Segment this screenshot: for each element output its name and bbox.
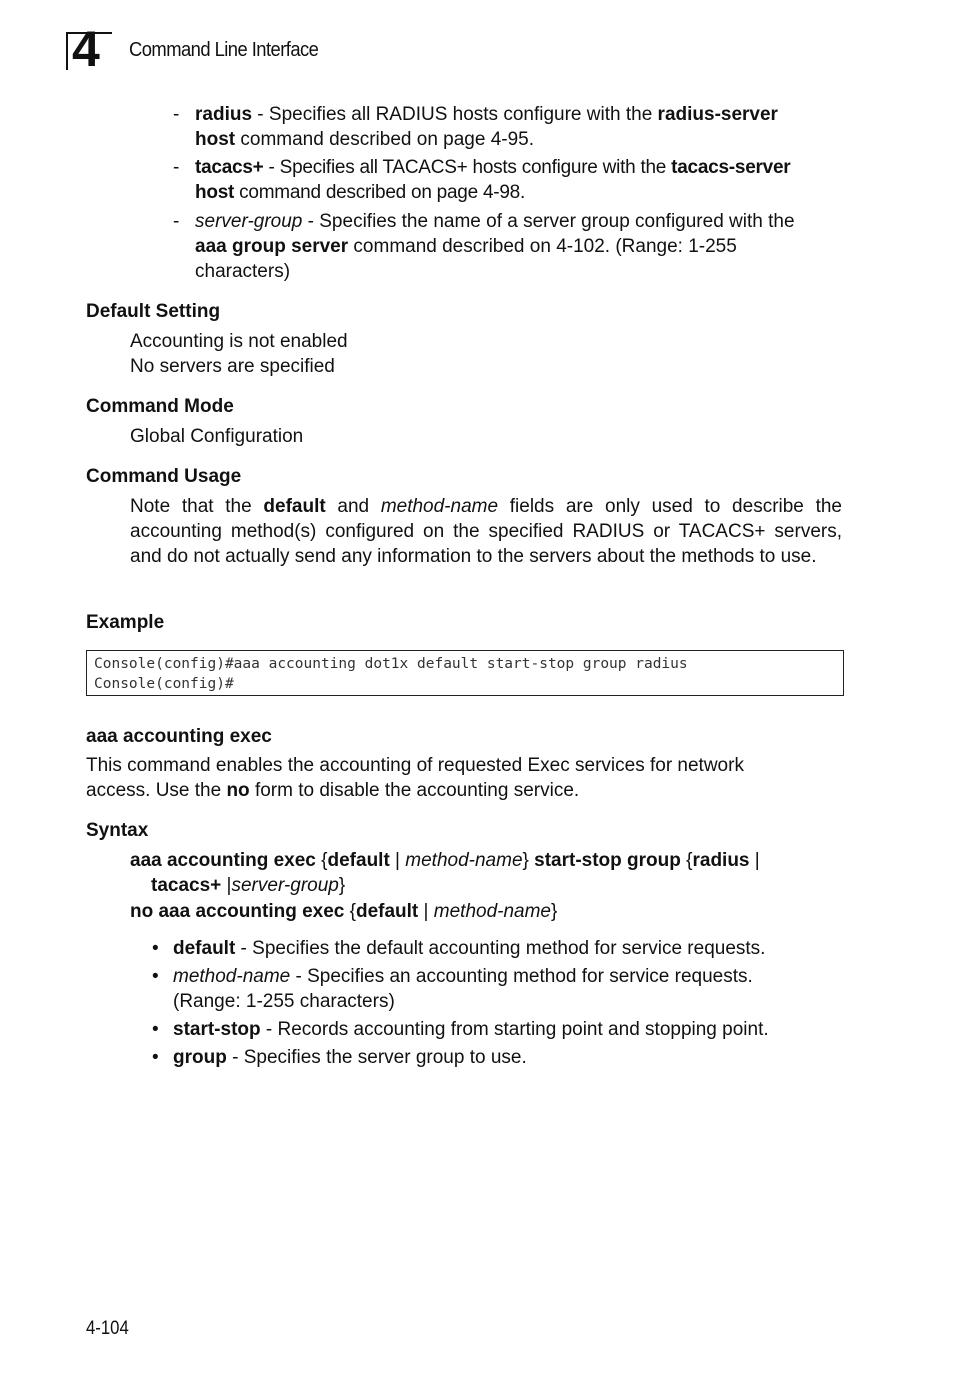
bullet-marker: •	[152, 966, 159, 987]
bullet-item-method-name: method-name - Specifies an accounting method for service requests. (Range: 1-255 characters)	[173, 966, 753, 1012]
list-item-radius: radius - Specifies all RADIUS hosts configure with the radius-server host command described on page 4-95.	[195, 104, 778, 150]
code-line: Console(config)#aaa accounting dot1x default start-stop group radius	[94, 656, 688, 672]
syntax-line-continued: tacacs+ |server-group}	[151, 875, 346, 896]
command-mode-heading: Command Mode	[86, 396, 234, 417]
command-usage-paragraph: Note that the default and method-name fields are only used to describe the accounting method(s) configured on the specified RADIUS or TACACS+ servers, and do not actually send any information to the servers about the methods to use.	[130, 496, 842, 567]
bullet-item-start-stop: start-stop - Records accounting from starting point and stopping point.	[173, 1019, 769, 1040]
bullet-marker: •	[152, 938, 159, 959]
running-header-title: Command Line Interface	[129, 39, 319, 61]
code-line: Console(config)#	[94, 676, 234, 692]
list-item-server-group: server-group - Specifies the name of a server group configured with the aaa group server command described on 4-102. (Range: 1-255 characters)	[195, 211, 795, 282]
syntax-line-no-form: no aaa accounting exec {default | method-name}	[130, 901, 558, 922]
example-heading: Example	[86, 612, 165, 633]
dash-marker: -	[173, 211, 180, 232]
bullet-item-default: default - Specifies the default accounting method for service requests.	[173, 938, 766, 959]
default-setting-heading: Default Setting	[86, 301, 221, 322]
bullet-item-group: group - Specifies the server group to use.	[173, 1047, 527, 1068]
dash-marker: -	[173, 104, 180, 125]
bullet-marker: •	[152, 1019, 159, 1040]
default-setting-line: Accounting is not enabled	[130, 331, 348, 352]
bullet-marker: •	[152, 1047, 159, 1068]
section-intro: This command enables the accounting of requested Exec services for network access. Use the no form to disable the accounting service.	[86, 755, 744, 801]
code-example-box	[86, 650, 844, 696]
section-title: aaa accounting exec	[86, 726, 272, 747]
syntax-heading: Syntax	[86, 820, 149, 841]
dash-marker: -	[173, 157, 180, 178]
page-number: 4-104	[86, 1318, 129, 1339]
command-usage-heading: Command Usage	[86, 466, 242, 487]
list-item-tacacs: tacacs+ - Specifies all TACACS+ hosts configure with the tacacs-server host command described on page 4-98.	[195, 157, 791, 203]
default-setting-line: No servers are specified	[130, 356, 335, 377]
chapter-number: 4	[72, 21, 100, 77]
syntax-line: aaa accounting exec {default | method-name} start-stop group {radius |	[130, 850, 760, 871]
command-mode-text: Global Configuration	[130, 426, 304, 447]
